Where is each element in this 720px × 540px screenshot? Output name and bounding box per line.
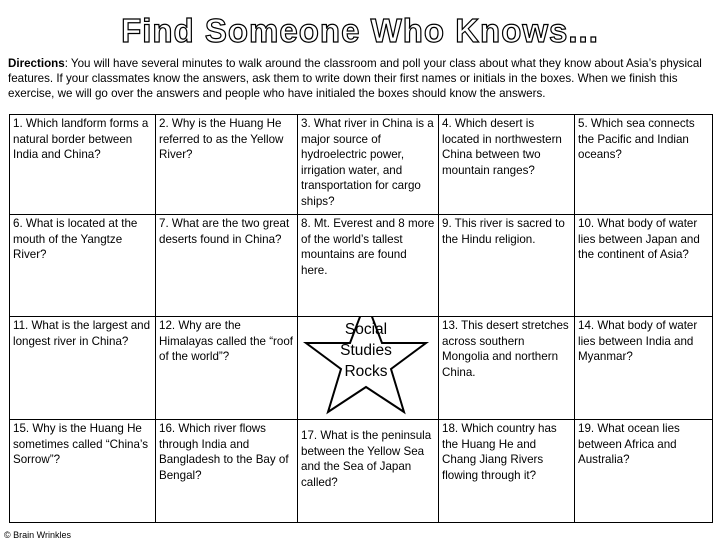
star-line-3: Rocks — [344, 363, 388, 380]
question-box-15[interactable]: 15. Why is the Huang He sometimes called “China’s Sorrow”? — [10, 420, 156, 523]
question-box-14[interactable]: 14. What body of water lies between India and Myanmar? — [575, 317, 713, 420]
question-box-8[interactable]: 8. Mt. Everest and 8 more of the world’s tallest mountains are found here. — [298, 215, 439, 317]
free-space-cell — [298, 317, 439, 420]
star-line-1: Social — [344, 321, 388, 338]
question-box-12[interactable]: 12. Why are the Himalayas called the “roof of the world”? — [156, 317, 298, 420]
question-box-6[interactable]: 6. What is located at the mouth of the Yangtze River? — [10, 215, 156, 317]
question-box-13[interactable]: 13. This desert stretches across southern Mongolia and northern China. — [439, 317, 575, 420]
directions-label: Directions — [8, 57, 65, 70]
question-box-9[interactable]: 9. This river is sacred to the Hindu religion. — [439, 215, 575, 317]
question-box-5[interactable]: 5. Which sea connects the Pacific and Indian oceans? — [575, 115, 713, 215]
question-box-7[interactable]: 7. What are the two great deserts found in China? — [156, 215, 298, 317]
question-box-10[interactable]: 10. What body of water lies between Japan and the continent of Asia? — [575, 215, 713, 317]
question-box-16[interactable]: 16. Which river flows through India and Bangladesh to the Bay of Bengal? — [156, 420, 298, 523]
question-box-4[interactable]: 4. Which desert is located in northwestern China between two mountain ranges? — [439, 115, 575, 215]
copyright-notice: © Brain Wrinkles — [4, 530, 71, 540]
star-line-2: Studies — [340, 342, 392, 359]
question-box-3[interactable]: 3. What river in China is a major source of hydroelectric power, irrigation water, and transportation for cargo ships? — [298, 115, 439, 215]
question-box-1[interactable]: 1. Which landform forms a natural border between India and China? — [10, 115, 156, 215]
question-box-18[interactable]: 18. Which country has the Huang He and Chang Jiang Rivers flowing through it? — [439, 420, 575, 523]
star-caption — [298, 319, 434, 382]
worksheet-title: Find Someone Who Knows... — [121, 12, 599, 49]
directions-text: : You will have several minutes to walk around the classroom and poll your class about what they know about Asia’s physical features. If your classmates know the answers, ask them to write down their first names or initials in the boxes. When we finish this exercise, we will go over the answers and people who have initialed the boxes should know the answers. — [8, 57, 702, 100]
question-box-19[interactable]: 19. What ocean lies between Africa and Australia? — [575, 420, 713, 523]
grid-row-2 — [10, 215, 713, 317]
question-box-17[interactable]: 17. What is the peninsula between the Yellow Sea and the Sea of Japan called? — [298, 420, 439, 523]
star-badge — [298, 317, 434, 420]
directions-paragraph — [8, 56, 708, 101]
question-box-11[interactable]: 11. What is the largest and longest river in China? — [10, 317, 156, 420]
grid-row-3 — [10, 317, 713, 420]
grid-row-1 — [10, 115, 713, 215]
question-box-2[interactable]: 2. Why is the Huang He referred to as the Yellow River? — [156, 115, 298, 215]
grid-row-4 — [10, 420, 713, 523]
question-grid — [9, 114, 713, 523]
